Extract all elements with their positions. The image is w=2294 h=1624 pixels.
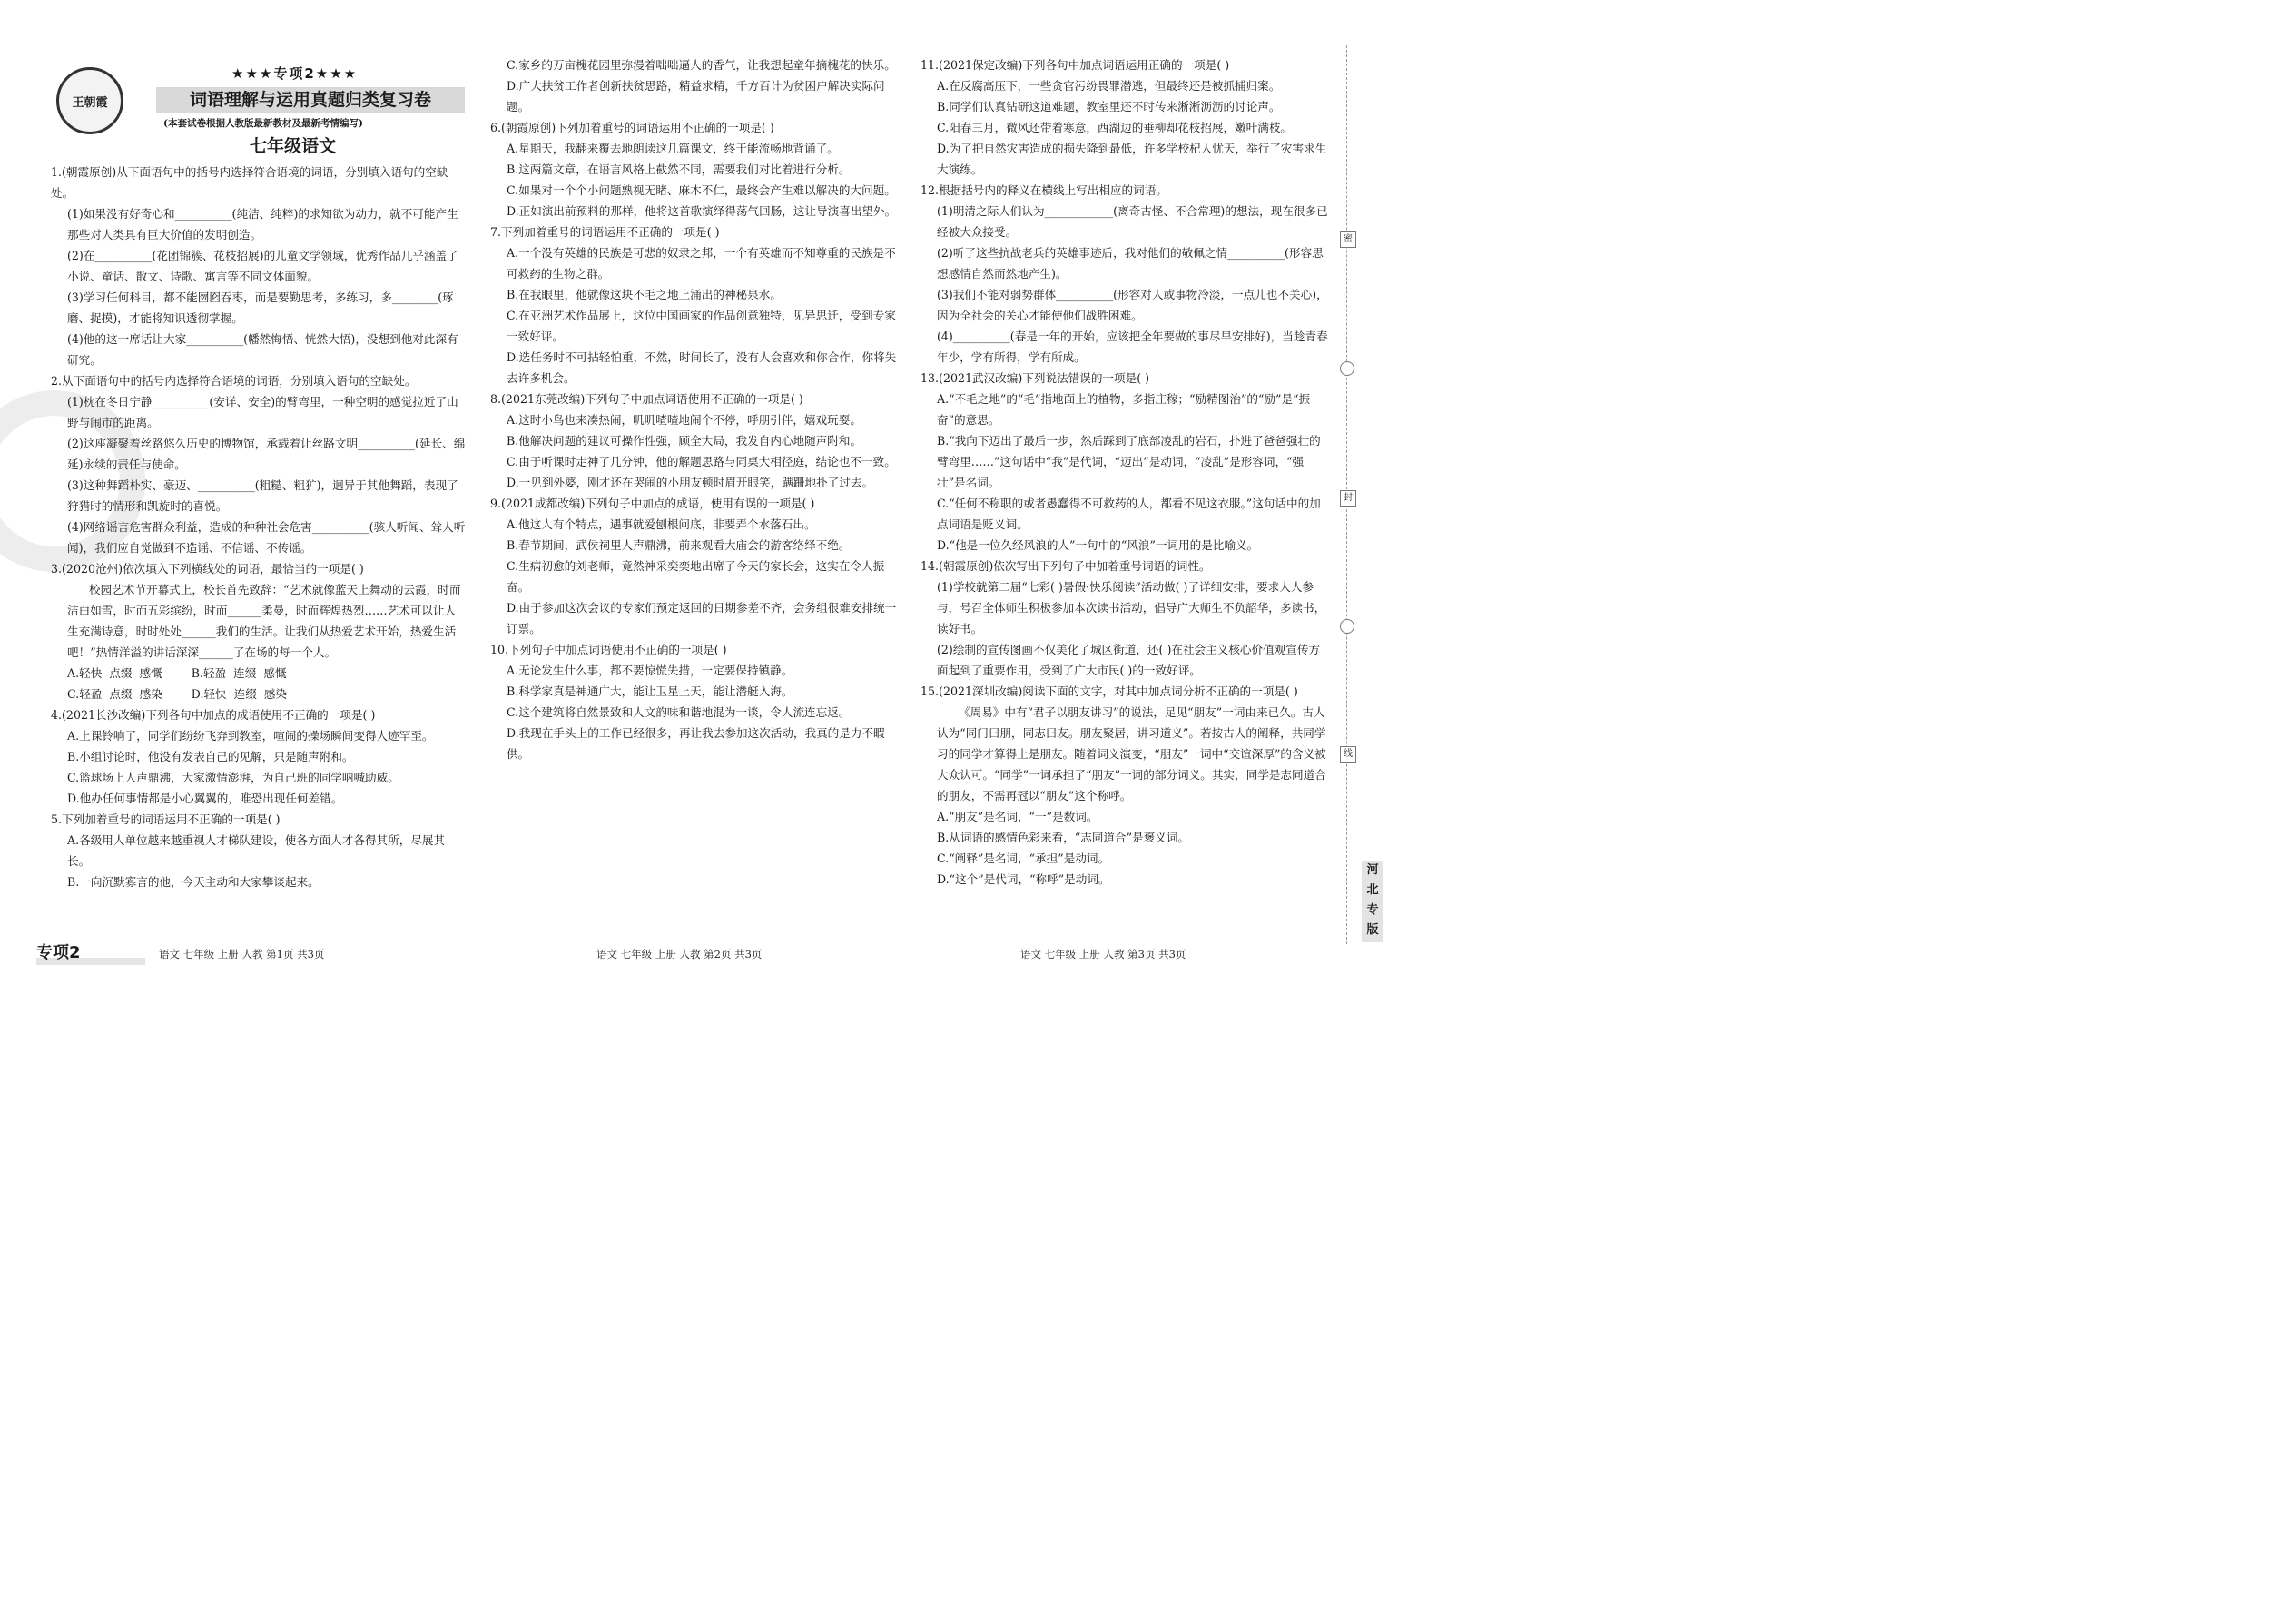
column-2 xyxy=(490,54,897,764)
page-footer-2: 语文 七年级 上册 人教 第2页 共3页 xyxy=(596,948,763,960)
brand-logo: 王朝霞 xyxy=(56,67,123,134)
option: B.一向沉默寡言的他，今天主动和大家攀谈起来。 xyxy=(67,875,320,889)
option: B.从词语的感情色彩来看，“志同道合”是褒义词。 xyxy=(937,831,1190,844)
item: (1)明清之际人们认为____________(离奇古怪、不合常理)的想法，现在很多已经被大众接受。 xyxy=(937,204,1328,239)
item: (2)这座凝聚着丝路悠久历史的博物馆，承载着让丝路文明__________(延长、绵延)永续的责任与使命。 xyxy=(67,437,466,471)
option: D.由于参加这次会议的专家们预定返回的日期参差不齐，会务组很难安排统一订票。 xyxy=(507,601,897,635)
passage: 《周易》中有“君子以朋友讲习”的说法，足见“朋友”一词由来已久。古人认为“同门曰朋，同志曰友。朋友聚居，讲习道义”。若按古人的阐释，共同学习的同学才算得上是朋友。随着词义演变，“朋友”一词中“交谊深厚”的含义被大众认可。“同学”一词承担了“朋友”一词的部分词义。其实，同学是志同道合的朋友，不需再冠以“朋友”这个称呼。 xyxy=(937,705,1326,802)
question-13: 13.(2021武汉改编)下列说法错误的一项是( ) xyxy=(921,371,1150,385)
item: (1)枕在冬日宁静__________(安详、安全)的臂弯里，一种空明的感觉拉近了山野与闹市的距离。 xyxy=(67,395,458,429)
grade-title: 七年级语文 xyxy=(250,136,337,156)
option: A.“不毛之地”的“毛”指地面上的植物，多指庄稼；“励精图治”的“励”是“振奋”的意思。 xyxy=(937,392,1311,427)
option: C.由于听课时走神了几分钟，他的解题思路与同桌大相径庭，结论也不一致。 xyxy=(507,455,896,468)
binding-hole-icon xyxy=(1340,619,1354,634)
option: B.同学们认真钻研这道难题，教室里还不时传来淅淅沥沥的讨论声。 xyxy=(937,100,1281,113)
item: (1)学校就第二届“七彩( )暑假·快乐阅读”活动做( )了详细安排，要求人人参与，号召全体师生积极参加本次读书活动，倡导广大师生不负韶华，多读书，读好书。 xyxy=(937,580,1326,635)
item: (4)他的这一席话让大家__________(幡然悔悟、恍然大悟)，没想到他对此深有研究。 xyxy=(67,332,458,367)
item: (2)在__________(花团锦簇、花枝招展)的儿童文学领域，优秀作品几乎涵盖了小说、童话、散文、诗歌、寓言等不同文体面貌。 xyxy=(67,249,458,283)
option: A.这时小鸟也来凑热闹，叽叽喳喳地闹个不停，呼朋引伴，嬉戏玩耍。 xyxy=(507,413,861,427)
option: D.我现在手头上的工作已经很多，再让我去参加这次活动，我真的是力不暇供。 xyxy=(507,726,885,761)
option: C.阳春三月，微风还带着寒意，西湖边的垂柳却花枝招展，嫩叶满枝。 xyxy=(937,121,1293,134)
option: B.科学家真是神通广大，能让卫星上天，能让潜艇入海。 xyxy=(507,684,793,698)
page-footer-3: 语文 七年级 上册 人教 第3页 共3页 xyxy=(1020,948,1186,960)
question-4: 4.(2021长沙改编)下列各句中加点的成语使用不正确的一项是( ) xyxy=(51,708,376,722)
seal-mark: 密 xyxy=(1340,231,1356,248)
seal-mark: 线 xyxy=(1340,746,1356,763)
question-3: 3.(2020沧州)依次填入下列横线处的词语，最恰当的一项是( ) xyxy=(51,562,364,576)
option: A.上课铃响了，同学们纷纷飞奔到教室，喧闹的操场瞬间变得人迹罕至。 xyxy=(67,729,434,743)
page-footer-1: 语文 七年级 上册 人教 第1页 共3页 xyxy=(159,948,325,960)
seal-mark: 封 xyxy=(1340,490,1356,507)
option: C.生病初愈的刘老师，竟然神采奕奕地出席了今天的家长会，这实在令人振奋。 xyxy=(507,559,885,594)
item: (3)这种舞蹈朴实、豪迈、__________(粗糙、粗犷)，迥异于其他舞蹈，表现了狩猎时的情形和凯旋时的喜悦。 xyxy=(67,478,458,513)
option: D.选任务时不可拈轻怕重，不然，时间长了，没有人会喜欢和你合作，你将失去许多机会。 xyxy=(507,350,897,385)
option: A.“朋友”是名词，“一”是数词。 xyxy=(937,810,1098,823)
option: A.他这人有个特点，遇事就爱刨根问底，非要弄个水落石出。 xyxy=(507,517,816,531)
option: C.在亚洲艺术作品展上，这位中国画家的作品创意独特，见异思迁，受到专家一致好评。 xyxy=(507,309,896,343)
option: C.篮球场上人声鼎沸，大家激情澎湃，为自己班的同学呐喊助威。 xyxy=(67,771,399,784)
column-1 xyxy=(51,162,467,892)
column-3 xyxy=(921,54,1329,890)
option: C.如果对一个个小问题熟视无睹、麻木不仁，最终会产生难以解决的大问题。 xyxy=(507,183,896,197)
option: A.无论发生什么事，都不要惊慌失措，一定要保持镇静。 xyxy=(507,664,793,677)
option: B.春节期间，武侯祠里人声鼎沸，前来观看大庙会的游客络绎不绝。 xyxy=(507,538,851,552)
item: (4)网络谣言危害群众利益，造成的种种社会危害__________(骇人听闻、耸人听闻)，我们应自觉做到不造谣、不信谣、不传谣。 xyxy=(67,520,466,555)
binding-hole-icon xyxy=(1340,361,1354,376)
option: B.他解决问题的建议可操作性强，顾全大局，我发自内心地随声附和。 xyxy=(507,434,862,448)
item: (3)我们不能对弱势群体__________(形容对人或事物冷淡，一点儿也不关心)，因为全社会的关心才能使他们战胜困难。 xyxy=(937,288,1328,322)
question-15: 15.(2021深圳改编)阅读下面的文字，对其中加点词分析不正确的一项是( ) xyxy=(921,684,1298,698)
option: A.各级用人单位越来越重视人才梯队建设，使各方面人才各得其所，尽展其长。 xyxy=(67,833,446,868)
question-8: 8.(2021东莞改编)下列句子中加点词语使用不正确的一项是( ) xyxy=(490,392,803,406)
option: C.这个建筑将自然景致和人文韵味和谐地混为一谈，令人流连忘返。 xyxy=(507,705,851,719)
option: D.一见到外婆，刚才还在哭闹的小朋友顿时眉开眼笑，蹒跚地扑了过去。 xyxy=(507,476,874,489)
question-9: 9.(2021成都改编)下列句子中加点的成语，使用有误的一项是( ) xyxy=(490,497,815,510)
question-12: 12.根据括号内的释义在横线上写出相应的词语。 xyxy=(921,183,1167,197)
question-1: 1.(朝霞原创)从下面语句中的括号内选择符合语境的词语，分别填入语句的空缺处。 xyxy=(51,165,448,200)
special-label: ★★★专项2★★★ xyxy=(231,65,359,82)
option: A.一个没有英雄的民族是可悲的奴隶之邦，一个有英雄而不知尊重的民族是不可救药的生物之群。 xyxy=(507,246,896,281)
option: C.“任何不称职的或者愚蠢得不可救药的人，都看不见这衣服。”这句话中的加点词语是贬义词。 xyxy=(937,497,1321,531)
question-10: 10.下列句子中加点词语使用不正确的一项是( ) xyxy=(490,643,727,656)
item: (2)听了这些抗战老兵的英雄事迹后，我对他们的敬佩之情__________(形容思想感情自然而然地产生)。 xyxy=(937,246,1324,281)
option: D.“这个”是代词，“称呼”是动词。 xyxy=(937,872,1110,886)
item: (2)绘制的宣传图画不仅美化了城区街道，还( )在社会主义核心价值观宣传方面起到了重要作用，受到了广大市民( )的一致好评。 xyxy=(937,643,1321,677)
footer-tag: 专项2 xyxy=(36,943,81,962)
option: D.广大扶贫工作者创新扶贫思路，精益求精，千方百计为贫困户解决实际问题。 xyxy=(507,79,885,113)
option: B.这两篇文章，在语言风格上截然不同，需要我们对比着进行分析。 xyxy=(507,162,851,176)
question-7: 7.下列加着重号的词语运用不正确的一项是( ) xyxy=(490,225,720,239)
option-row: C.轻盈 点缀 感染 D.轻快 连缀 感染 xyxy=(67,687,288,701)
option: D.为了把自然灾害造成的损失降到最低，许多学校杞人忧天，举行了灾害求生大演练。 xyxy=(937,142,1327,176)
option: A.在反腐高压下，一些贪官污纷畏罪潜逃，但最终还是被抓捕归案。 xyxy=(937,79,1281,93)
option: B.小组讨论时，他没有发表自己的见解，只是随声附和。 xyxy=(67,750,354,763)
item: (1)如果没有好奇心和__________(纯洁、纯粹)的求知欲为动力，就不可能产生那些对人类具有巨大价值的发明创造。 xyxy=(67,207,458,241)
option: D.他办任何事情都是小心翼翼的，唯恐出现任何差错。 xyxy=(67,792,343,805)
question-14: 14.(朝霞原创)依次写出下列句子中加着重号词语的词性。 xyxy=(921,559,1211,573)
question-6: 6.(朝霞原创)下列加着重号的词语运用不正确的一项是( ) xyxy=(490,121,774,134)
option: A.星期天，我翻来覆去地朗读这几篇课文，终于能流畅地背诵了。 xyxy=(507,142,839,155)
option-row: A.轻快 点缀 感慨 B.轻盈 连缀 感慨 xyxy=(67,666,287,680)
edition-badge: 河北专版 xyxy=(1362,861,1383,942)
subtitle: (本套试卷根据人教版最新教材及最新考情编写) xyxy=(163,118,363,129)
option: B.在我眼里，他就像这块不毛之地上涌出的神秘泉水。 xyxy=(507,288,782,301)
passage: 校园艺术节开幕式上，校长首先致辞：“艺术就像蓝天上舞动的云霞，时而洁白如雪，时而五彩缤纷，时而______柔曼，时而辉煌热烈……艺术可以让人生充满诗意，时时处处______我们的生活。让我们从热爱艺术开始，热爱生活吧！”热情洋溢的讲话深深______了在场的每一个人。 xyxy=(67,583,461,659)
option: C.“阐释”是名词，“承担”是动词。 xyxy=(937,851,1110,865)
option: B.“我向下迈出了最后一步，然后踩到了底部凌乱的岩石，扑进了爸爸强壮的臂弯里……”这句话中“我”是代词，“迈出”是动词，“凌乱”是形容词，“强壮”是名词。 xyxy=(937,434,1321,489)
item: (3)学习任何科目，都不能囫囵吞枣，而是要勤思考，多练习，多________(琢磨、捉摸)，才能将知识透彻掌握。 xyxy=(67,290,454,325)
page-title: 词语理解与运用真题归类复习卷 xyxy=(156,87,465,113)
option: D.正如演出前预料的那样，他将这首歌演绎得荡气回肠，这让导演喜出望外。 xyxy=(507,204,897,218)
item: (4)__________(春是一年的开始，应该把全年要做的事尽早安排好)，当趁青春年少，学有所得，学有所成。 xyxy=(937,330,1328,364)
option: D.“他是一位久经风浪的人”一句中的“风浪”一词用的是比喻义。 xyxy=(937,538,1259,552)
question-11: 11.(2021保定改编)下列各句中加点词语运用正确的一项是( ) xyxy=(921,58,1230,72)
question-5: 5.下列加着重号的词语运用不正确的一项是( ) xyxy=(51,812,281,826)
question-2: 2.从下面语句中的括号内选择符合语境的词语，分别填入语句的空缺处。 xyxy=(51,374,417,388)
option: C.家乡的万亩槐花园里弥漫着咄咄逼人的香气，让我想起童年摘槐花的快乐。 xyxy=(507,58,896,72)
header xyxy=(36,64,472,163)
